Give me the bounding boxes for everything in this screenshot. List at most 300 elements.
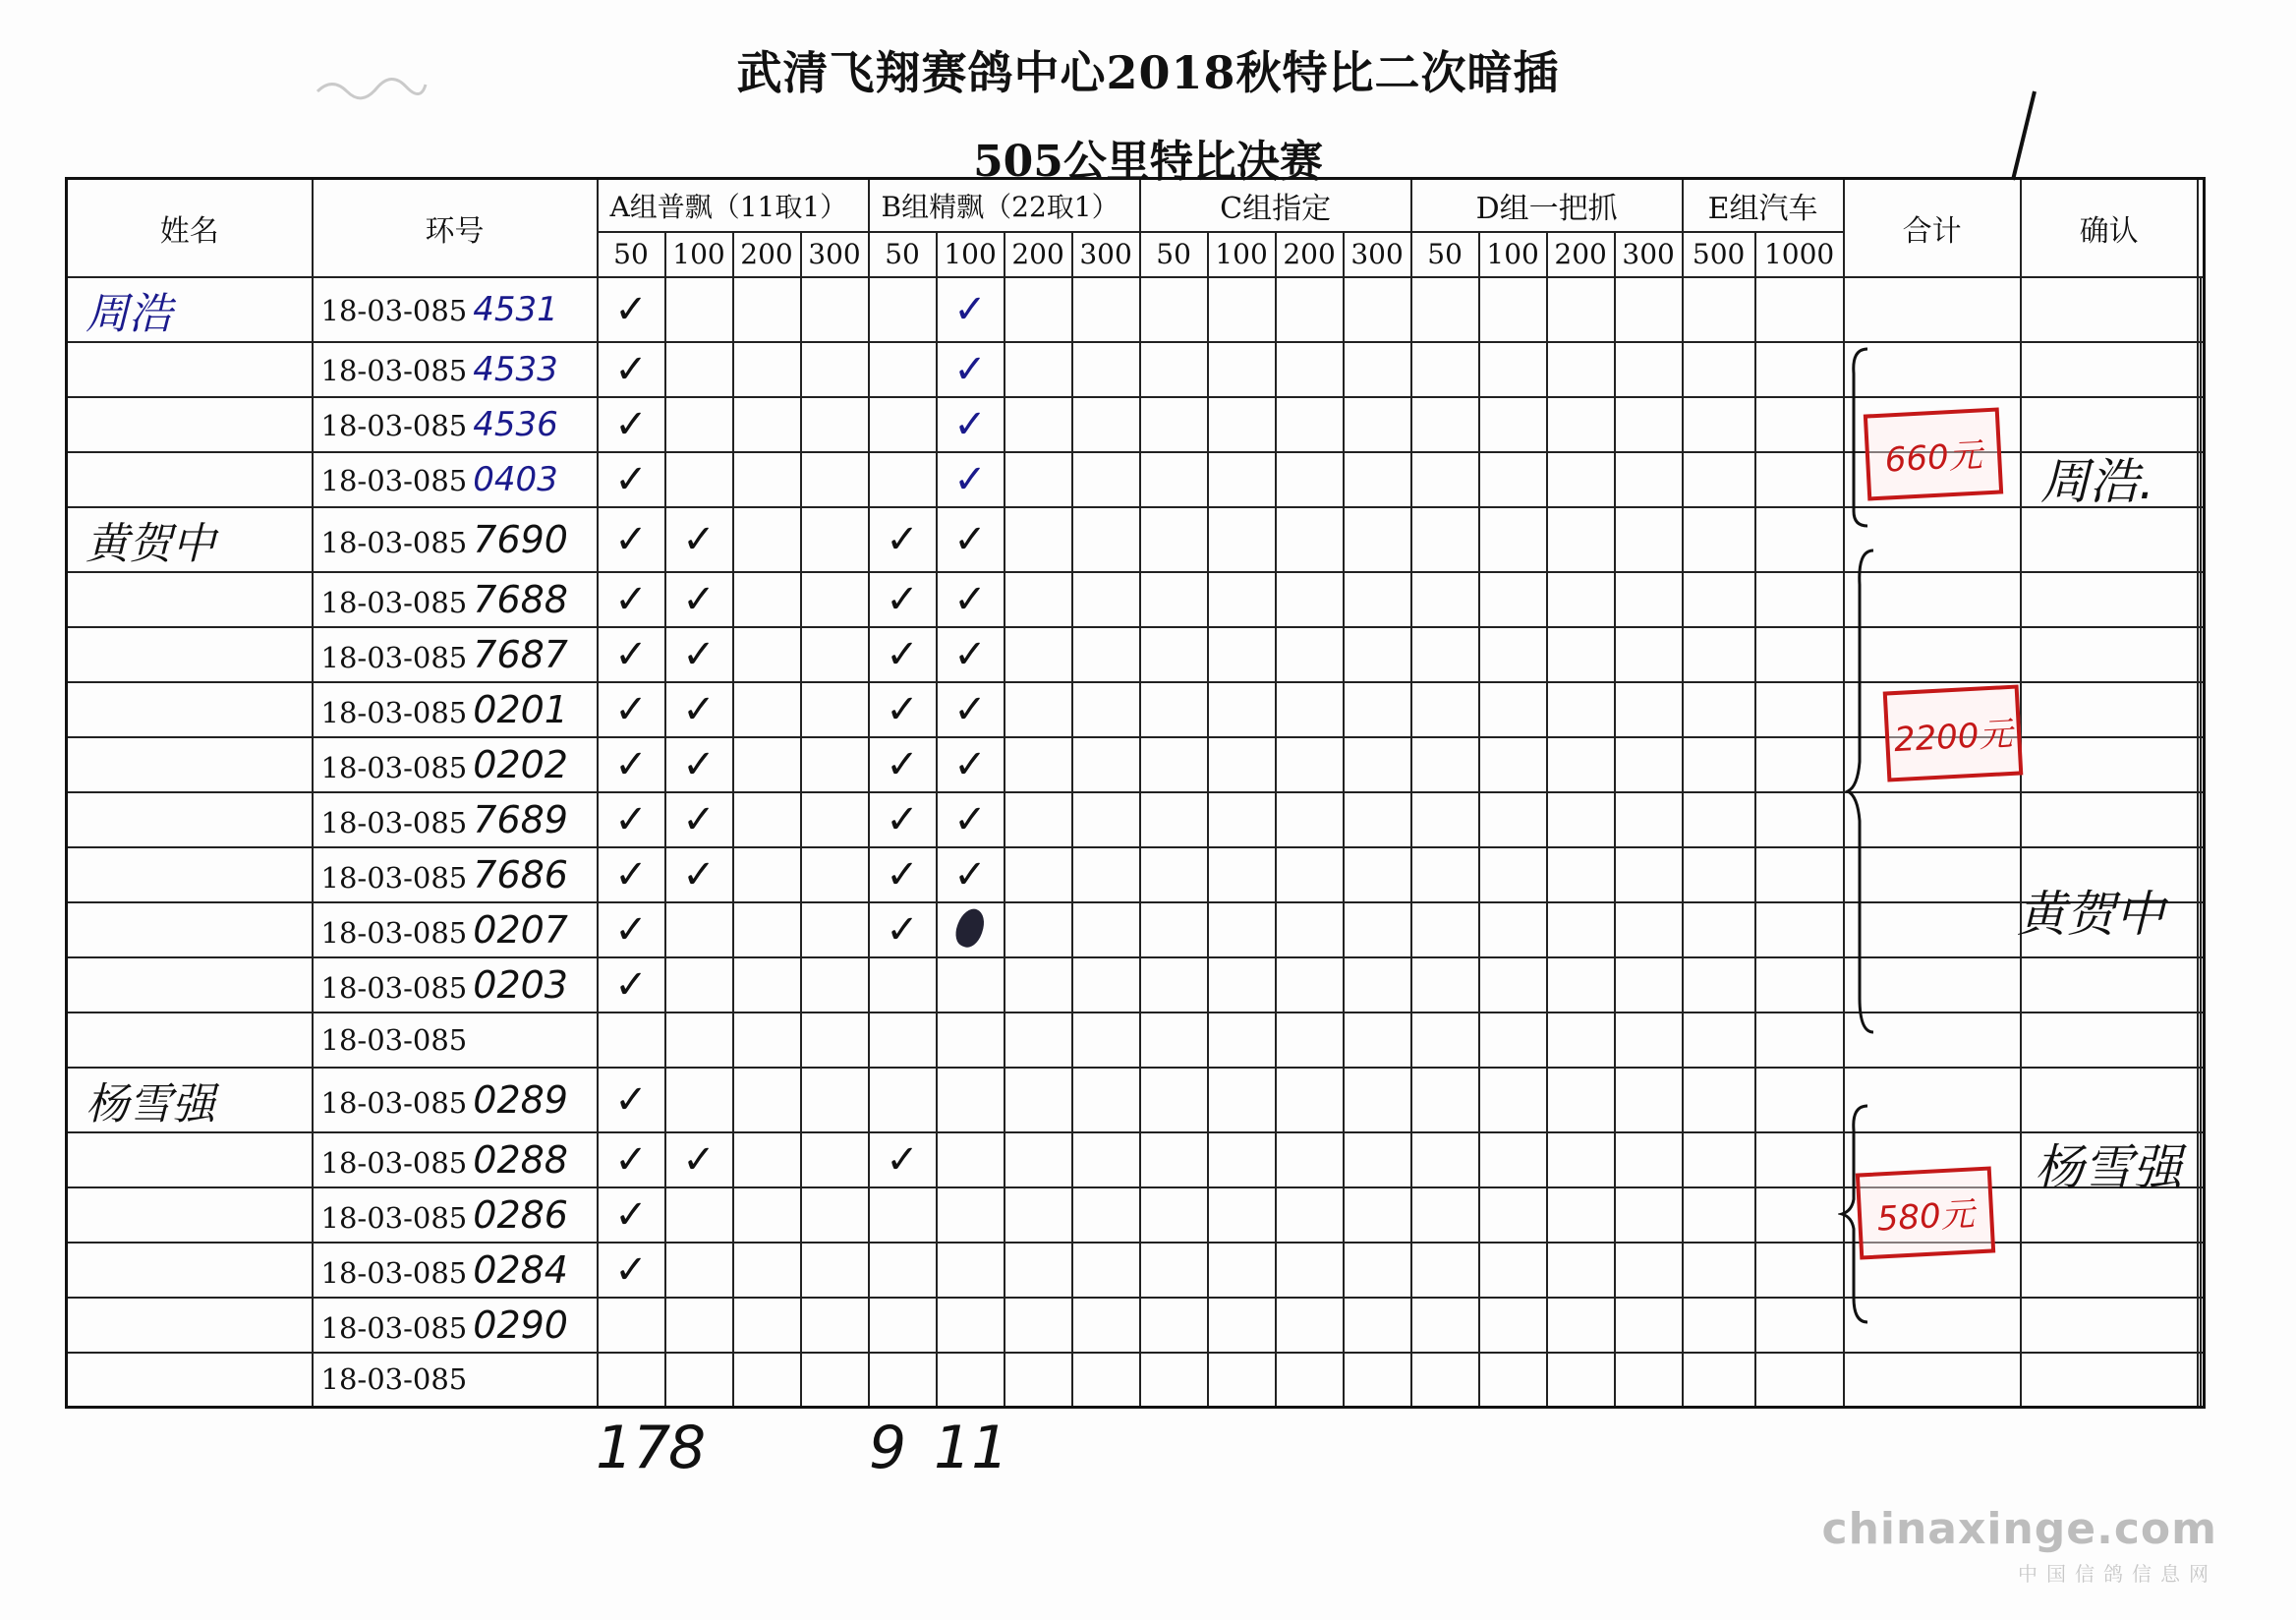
bet-cell	[1004, 342, 1072, 397]
tally-a50: 17	[596, 1414, 671, 1482]
check-mark-icon: ✓	[614, 906, 648, 953]
bet-cell	[598, 572, 665, 627]
watermark-domain: chinaxinge.com	[1821, 1504, 2217, 1554]
confirm-cell	[2201, 957, 2204, 1012]
ring-suffix: 4536	[473, 404, 558, 444]
bet-cell	[1140, 682, 1208, 737]
ring-prefix: 18-03-085	[320, 805, 468, 839]
check-mark-icon: ✓	[614, 286, 648, 332]
bet-cell	[801, 1243, 869, 1298]
bet-cell	[1344, 792, 1411, 847]
bet-cell	[1615, 1132, 1683, 1187]
ring-prefix: 18-03-085	[320, 1362, 468, 1397]
bet-cell	[1072, 572, 1140, 627]
bet-cell	[1479, 1243, 1547, 1298]
bet-cell	[1683, 737, 1755, 792]
bet-cell	[1683, 1353, 1755, 1408]
ring-suffix: 7687	[473, 632, 568, 676]
bet-cell	[1683, 1012, 1755, 1068]
bet-cell	[665, 1187, 733, 1243]
bet-cell	[598, 1298, 665, 1353]
bet-cell	[1683, 572, 1755, 627]
bet-cell	[1072, 627, 1140, 682]
table-row	[67, 277, 2205, 342]
bet-cell	[1276, 452, 1344, 507]
bet-cell	[937, 1068, 1004, 1132]
bet-cell	[2021, 1298, 2198, 1353]
bet-cell	[1479, 682, 1547, 737]
owner-name-cell	[67, 342, 313, 397]
ring-prefix: 18-03-085	[320, 860, 468, 895]
watermark-site: 中国信鸽信息网	[2018, 1562, 2217, 1586]
bet-cell	[1208, 957, 1276, 1012]
bet-cell	[937, 1353, 1004, 1408]
bet-cell	[598, 277, 665, 342]
bet-cell	[1755, 627, 1844, 682]
table-row	[67, 627, 2205, 682]
ring-prefix: 18-03-085	[320, 695, 468, 729]
ring-prefix: 18-03-085	[320, 1255, 468, 1290]
bet-cell	[1072, 342, 1140, 397]
bet-cell	[1547, 507, 1615, 572]
owner-name-cell	[67, 627, 313, 682]
bet-cell	[1072, 1132, 1140, 1187]
bet-cell	[1615, 682, 1683, 737]
bet-cell	[1208, 1353, 1276, 1408]
table-row	[67, 1298, 2205, 1353]
bet-cell	[1004, 1187, 1072, 1243]
bet-cell	[869, 627, 937, 682]
bet-cell	[869, 1132, 937, 1187]
bet-cell	[937, 957, 1004, 1012]
bet-cell	[1208, 627, 1276, 682]
owner-name-cell	[67, 847, 313, 902]
bet-cell	[733, 1132, 801, 1187]
check-mark-icon: ✓	[953, 741, 987, 787]
bet-cell	[869, 1068, 937, 1132]
confirm-cell	[2201, 792, 2204, 847]
bet-cell	[1755, 737, 1844, 792]
confirm-cell	[2201, 1353, 2204, 1408]
owner-name-cell	[67, 682, 313, 737]
ring-number-cell	[313, 682, 598, 737]
tally-b100: 11	[934, 1414, 1009, 1482]
confirm-cell	[2201, 572, 2204, 627]
bet-cell	[869, 1298, 937, 1353]
amount-header: 100	[1208, 232, 1276, 277]
bet-cell	[2021, 682, 2198, 737]
table-row	[67, 737, 2205, 792]
bet-cell	[1547, 572, 1615, 627]
confirm-cell	[2201, 1243, 2204, 1298]
ring-suffix: 0201	[473, 687, 568, 731]
bet-cell	[1411, 682, 1479, 737]
bet-cell	[1755, 1298, 1844, 1353]
bet-cell	[1411, 342, 1479, 397]
owner-name-cell	[67, 1068, 313, 1132]
bet-cell	[733, 1243, 801, 1298]
confirm-cell	[2201, 1132, 2204, 1187]
bet-cell	[801, 682, 869, 737]
check-mark-icon: ✓	[953, 401, 987, 447]
bet-cell	[1344, 1012, 1411, 1068]
bet-cell	[1411, 507, 1479, 572]
confirm-cell	[2201, 627, 2204, 682]
check-mark-icon: ✓	[614, 346, 648, 392]
bet-cell	[2021, 792, 2198, 847]
bet-cell	[1072, 737, 1140, 792]
bet-cell	[665, 1298, 733, 1353]
bet-cell	[937, 277, 1004, 342]
amount-header: 200	[733, 232, 801, 277]
bet-cell	[598, 397, 665, 452]
bet-cell	[1004, 452, 1072, 507]
amount-header: 300	[1344, 232, 1411, 277]
ring-number-cell	[313, 507, 598, 572]
bet-cell	[1547, 1132, 1615, 1187]
bet-cell	[1683, 277, 1755, 342]
total-header: 合计	[1844, 179, 2021, 277]
bet-cell	[1615, 1068, 1683, 1132]
bet-cell	[1683, 627, 1755, 682]
check-mark-icon: ✓	[886, 906, 919, 953]
amount-header: 200	[1004, 232, 1072, 277]
bet-cell	[1479, 847, 1547, 902]
ring-prefix: 18-03-085	[320, 293, 468, 327]
bet-cell	[665, 1243, 733, 1298]
bet-cell	[869, 847, 937, 902]
bet-cell	[1479, 1298, 1547, 1353]
table-row	[67, 1012, 2205, 1068]
bet-cell	[1072, 1187, 1140, 1243]
bet-cell	[1755, 397, 1844, 452]
amount-header: 1000	[1755, 232, 1844, 277]
check-mark-icon: ✓	[953, 631, 987, 677]
bet-cell	[1615, 1187, 1683, 1243]
bet-cell	[1411, 627, 1479, 682]
bet-cell	[2021, 1243, 2198, 1298]
bet-cell	[801, 627, 869, 682]
bet-cell	[1208, 682, 1276, 737]
bet-cell	[2021, 1068, 2198, 1132]
bet-cell	[665, 792, 733, 847]
bet-cell	[1683, 1243, 1755, 1298]
bet-cell	[937, 1187, 1004, 1243]
ring-suffix: 7690	[473, 517, 568, 561]
bet-cell	[1140, 1353, 1208, 1408]
owner-name-cell	[67, 902, 313, 957]
bet-cell	[1683, 1068, 1755, 1132]
bet-cell	[598, 1353, 665, 1408]
check-mark-icon: ✓	[886, 851, 919, 897]
amount-header: 300	[801, 232, 869, 277]
bet-cell	[1072, 957, 1140, 1012]
bet-cell	[1004, 792, 1072, 847]
bet-cell	[1072, 792, 1140, 847]
ring-suffix: 7688	[473, 577, 568, 621]
bet-cell	[1140, 627, 1208, 682]
confirm-cell	[2201, 902, 2204, 957]
bet-cell	[1344, 452, 1411, 507]
table-row	[67, 792, 2205, 847]
ring-prefix: 18-03-085	[320, 1310, 468, 1345]
bet-cell	[1344, 1298, 1411, 1353]
bet-cell	[598, 957, 665, 1012]
bet-cell	[869, 792, 937, 847]
bet-cell	[869, 342, 937, 397]
bet-cell	[598, 507, 665, 572]
bet-cell	[1208, 1243, 1276, 1298]
ring-suffix: 4531	[473, 289, 558, 329]
bet-cell	[1615, 507, 1683, 572]
check-mark-icon: ✓	[953, 796, 987, 842]
check-mark-icon: ✓	[886, 631, 919, 677]
tally-b50: 9	[869, 1414, 907, 1482]
ring-number-cell	[313, 342, 598, 397]
bet-cell	[1072, 847, 1140, 902]
bet-cell	[1208, 847, 1276, 902]
bet-cell	[937, 1132, 1004, 1187]
bet-cell	[1755, 957, 1844, 1012]
bet-cell	[1615, 957, 1683, 1012]
ring-suffix: 0403	[473, 459, 558, 499]
amount-header: 500	[1683, 232, 1755, 277]
bet-cell	[869, 1353, 937, 1408]
bet-cell	[937, 1012, 1004, 1068]
bet-cell	[1072, 1068, 1140, 1132]
check-mark-icon: ✓	[614, 1136, 648, 1183]
bet-cell	[1344, 682, 1411, 737]
bet-cell	[2021, 507, 2198, 572]
group-a-header: A组普飘（11取1）	[598, 179, 869, 232]
bet-cell	[1755, 847, 1844, 902]
bet-cell	[801, 957, 869, 1012]
bet-cell	[1276, 627, 1344, 682]
owner-name: 周浩	[86, 288, 172, 339]
check-mark-icon: ✓	[682, 796, 716, 842]
bet-cell	[733, 397, 801, 452]
bet-cell	[869, 277, 937, 342]
bet-cell	[2021, 342, 2198, 397]
bet-cell	[1683, 792, 1755, 847]
bet-cell	[1755, 1187, 1844, 1243]
ring-number-cell	[313, 452, 598, 507]
check-mark-icon: ✓	[886, 686, 919, 732]
ring-number-cell	[313, 792, 598, 847]
ring-prefix: 18-03-085	[320, 1085, 468, 1120]
ring-number-cell	[313, 902, 598, 957]
bet-cell	[869, 1243, 937, 1298]
bet-cell	[1072, 397, 1140, 452]
bet-cell	[1344, 627, 1411, 682]
bet-cell	[1276, 902, 1344, 957]
bet-cell	[1004, 1012, 1072, 1068]
ring-suffix: 7689	[473, 797, 568, 841]
bet-cell	[1479, 957, 1547, 1012]
bet-cell	[869, 397, 937, 452]
bet-cell	[1755, 1068, 1844, 1132]
owner-name-cell	[67, 1353, 313, 1408]
total-stamp-1: 660元	[1864, 407, 2003, 500]
ring-prefix: 18-03-085	[320, 1022, 468, 1057]
bet-cell	[1755, 792, 1844, 847]
ring-suffix: 0207	[473, 907, 568, 952]
ring-prefix: 18-03-085	[320, 970, 468, 1005]
bet-cell	[1344, 397, 1411, 452]
bet-cell	[1208, 397, 1276, 452]
bet-cell	[733, 682, 801, 737]
bet-cell	[1615, 737, 1683, 792]
bet-cell	[1004, 902, 1072, 957]
table-row	[67, 572, 2205, 627]
bet-cell	[1208, 507, 1276, 572]
bet-cell	[733, 342, 801, 397]
bet-cell	[1344, 1187, 1411, 1243]
ring-suffix: 7686	[473, 852, 568, 897]
bet-cell	[1479, 1132, 1547, 1187]
bet-cell	[801, 452, 869, 507]
confirm-cell	[2201, 277, 2204, 342]
amount-header: 300	[1615, 232, 1683, 277]
owner-name-cell	[67, 792, 313, 847]
owner-name-cell	[67, 507, 313, 572]
confirm-header: 确认	[2021, 179, 2198, 277]
bet-cell	[665, 452, 733, 507]
bet-cell	[1344, 507, 1411, 572]
bet-cell	[1276, 682, 1344, 737]
bet-cell	[1004, 1068, 1072, 1132]
bet-cell	[1072, 902, 1140, 957]
bet-cell	[1208, 1012, 1276, 1068]
bet-cell	[1411, 1187, 1479, 1243]
bet-cell	[1140, 397, 1208, 452]
bet-cell	[1072, 1298, 1140, 1353]
bet-cell	[1547, 1298, 1615, 1353]
ring-suffix: 0286	[473, 1192, 568, 1237]
confirm-cell	[2201, 682, 2204, 737]
bet-cell	[1344, 277, 1411, 342]
bet-cell	[869, 902, 937, 957]
bet-cell	[937, 507, 1004, 572]
bet-cell	[665, 397, 733, 452]
bet-cell	[1276, 397, 1344, 452]
bet-cell	[1547, 1353, 1615, 1408]
bet-cell	[598, 1068, 665, 1132]
bet-cell	[1072, 277, 1140, 342]
bet-cell	[1683, 452, 1755, 507]
bet-cell	[1683, 682, 1755, 737]
bet-cell	[869, 682, 937, 737]
bet-cell	[1140, 792, 1208, 847]
confirm-cell	[2201, 847, 2204, 902]
ring-number-cell	[313, 1012, 598, 1068]
bet-cell	[2021, 737, 2198, 792]
owner-name-cell	[67, 1187, 313, 1243]
bet-cell	[869, 957, 937, 1012]
owner-name: 杨雪强	[86, 1078, 215, 1129]
bet-cell	[1140, 1298, 1208, 1353]
bet-cell	[801, 397, 869, 452]
bet-cell	[1844, 1353, 2021, 1408]
bet-cell	[869, 737, 937, 792]
bet-cell	[1683, 957, 1755, 1012]
bet-cell	[1140, 277, 1208, 342]
bet-cell	[1479, 277, 1547, 342]
ring-number-cell	[313, 847, 598, 902]
bet-cell	[665, 1012, 733, 1068]
bet-cell	[598, 1187, 665, 1243]
bet-cell	[1344, 1243, 1411, 1298]
bet-cell	[1344, 847, 1411, 902]
bet-cell	[598, 1132, 665, 1187]
bet-cell	[2021, 627, 2198, 682]
bet-cell	[598, 792, 665, 847]
bet-cell	[665, 277, 733, 342]
bet-cell	[1411, 1298, 1479, 1353]
bet-cell	[665, 627, 733, 682]
bet-cell	[1411, 902, 1479, 957]
bet-cell	[1683, 902, 1755, 957]
group-e-header: E组汽车	[1683, 179, 1844, 232]
bet-cell	[1344, 1353, 1411, 1408]
bet-cell	[869, 452, 937, 507]
total-stamp-2: 2200元	[1883, 684, 2024, 781]
bet-cell	[1208, 277, 1276, 342]
bet-cell	[1411, 397, 1479, 452]
bet-cell	[1072, 452, 1140, 507]
bet-cell	[1276, 1298, 1344, 1353]
check-mark-icon: ✓	[682, 686, 716, 732]
check-mark-icon: ✓	[682, 741, 716, 787]
total-stamp-3: 580元	[1856, 1166, 1995, 1259]
bet-cell	[1547, 397, 1615, 452]
bet-cell	[1615, 397, 1683, 452]
bet-cell	[1276, 507, 1344, 572]
bet-cell	[1755, 572, 1844, 627]
bet-cell	[937, 1243, 1004, 1298]
bet-cell	[733, 847, 801, 902]
bet-cell	[1755, 682, 1844, 737]
confirm-cell	[2201, 507, 2204, 572]
bet-cell	[733, 572, 801, 627]
bet-cell	[937, 902, 1004, 957]
bet-cell	[1615, 277, 1683, 342]
bet-cell	[1140, 1187, 1208, 1243]
bet-cell	[1140, 572, 1208, 627]
bet-cell	[1140, 1012, 1208, 1068]
ring-number-cell	[313, 1243, 598, 1298]
bet-cell	[1755, 1353, 1844, 1408]
bet-cell	[1411, 1353, 1479, 1408]
bet-cell	[801, 1298, 869, 1353]
ring-number-cell	[313, 1068, 598, 1132]
check-mark-icon: ✓	[614, 851, 648, 897]
bet-cell	[1683, 397, 1755, 452]
bet-cell	[1276, 792, 1344, 847]
ring-number-cell	[313, 627, 598, 682]
ring-prefix: 18-03-085	[320, 915, 468, 950]
owner-name-cell	[67, 957, 313, 1012]
bet-cell	[733, 277, 801, 342]
bet-cell	[869, 1012, 937, 1068]
bet-cell	[801, 847, 869, 902]
bet-cell	[598, 1243, 665, 1298]
bet-cell	[665, 847, 733, 902]
bet-cell	[1208, 342, 1276, 397]
owner-name-cell	[67, 1132, 313, 1187]
bet-cell	[598, 737, 665, 792]
ring-suffix: 4533	[473, 349, 558, 389]
